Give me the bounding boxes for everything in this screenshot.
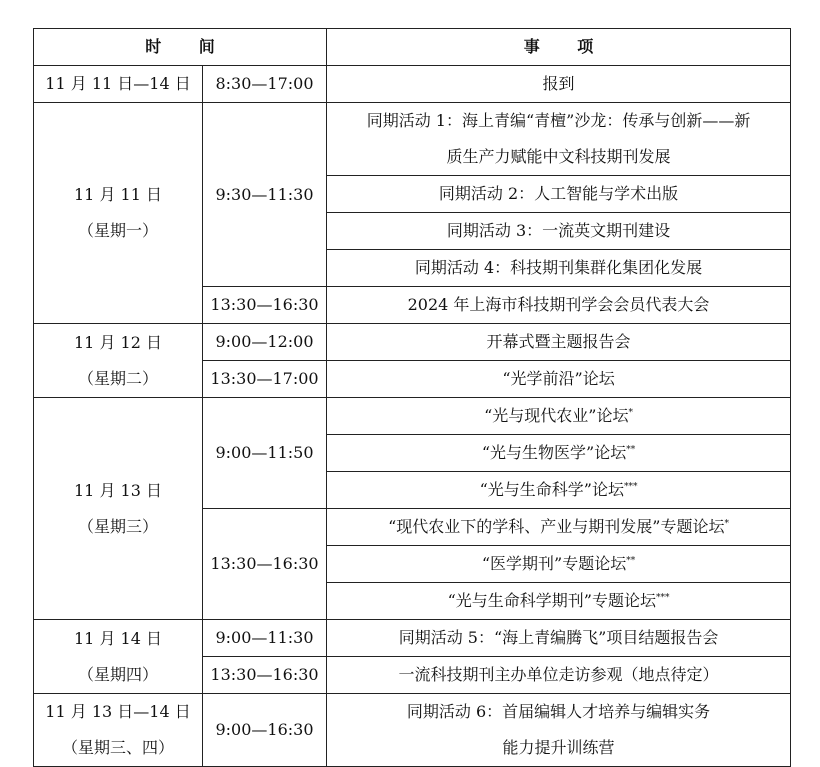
item-cell: 同期活动 6：首届编辑人才培养与编辑实务 能力提升训练营 — [327, 694, 791, 767]
item-cell: “光与生命科学”论坛*** — [327, 472, 791, 509]
time-cell: 9:30—11:30 — [203, 103, 327, 287]
item-cell: 同期活动 4：科技期刊集群化集团化发展 — [327, 250, 791, 287]
date-cell: 11 月 13 日 （星期三） — [34, 398, 203, 620]
time-cell: 8:30—17:00 — [203, 66, 327, 103]
time-cell: 13:30—16:30 — [203, 657, 327, 694]
item-cell: 同期活动 3：一流英文期刊建设 — [327, 213, 791, 250]
table-row — [34, 103, 791, 176]
date-cell: 11 月 11 日—14 日 — [34, 66, 203, 103]
time-cell: 13:30—16:30 — [203, 287, 327, 324]
item-cell: 同期活动 1：海上青编“青檀”沙龙：传承与创新——新 质生产力赋能中文科技期刊发展 — [327, 103, 791, 176]
item-cell: “光与现代农业”论坛* — [327, 398, 791, 435]
table-header-row — [34, 29, 791, 66]
table-row — [34, 694, 791, 767]
header-time: 时 间 — [34, 29, 327, 66]
date-cell: 11 月 12 日 （星期二） — [34, 324, 203, 398]
date-cell: 11 月 14 日 （星期四） — [34, 620, 203, 694]
item-cell: 一流科技期刊主办单位走访参观（地点待定） — [327, 657, 791, 694]
time-cell: 13:30—17:00 — [203, 361, 327, 398]
item-cell: 同期活动 2：人工智能与学术出版 — [327, 176, 791, 213]
item-cell: 2024 年上海市科技期刊学会会员代表大会 — [327, 287, 791, 324]
date-cell: 11 月 11 日 （星期一） — [34, 103, 203, 324]
table-row — [34, 66, 791, 103]
time-cell: 9:00—11:50 — [203, 398, 327, 509]
item-cell: “现代农业下的学科、产业与期刊发展”专题论坛* — [327, 509, 791, 546]
schedule-table — [33, 28, 791, 767]
time-cell: 9:00—12:00 — [203, 324, 327, 361]
time-cell: 9:00—16:30 — [203, 694, 327, 767]
header-item: 事 项 — [327, 29, 791, 66]
item-cell: “光学前沿”论坛 — [327, 361, 791, 398]
item-cell: 同期活动 5：“海上青编腾飞”项目结题报告会 — [327, 620, 791, 657]
table-row — [34, 324, 791, 361]
item-cell: 开幕式暨主题报告会 — [327, 324, 791, 361]
table-row — [34, 398, 791, 435]
item-cell: “光与生命科学期刊”专题论坛*** — [327, 583, 791, 620]
item-cell: 报到 — [327, 66, 791, 103]
time-cell: 9:00—11:30 — [203, 620, 327, 657]
item-cell: “光与生物医学”论坛** — [327, 435, 791, 472]
table-row — [34, 620, 791, 657]
time-cell: 13:30—16:30 — [203, 509, 327, 620]
item-cell: “医学期刊”专题论坛** — [327, 546, 791, 583]
date-cell: 11 月 13 日—14 日 （星期三、四） — [34, 694, 203, 767]
